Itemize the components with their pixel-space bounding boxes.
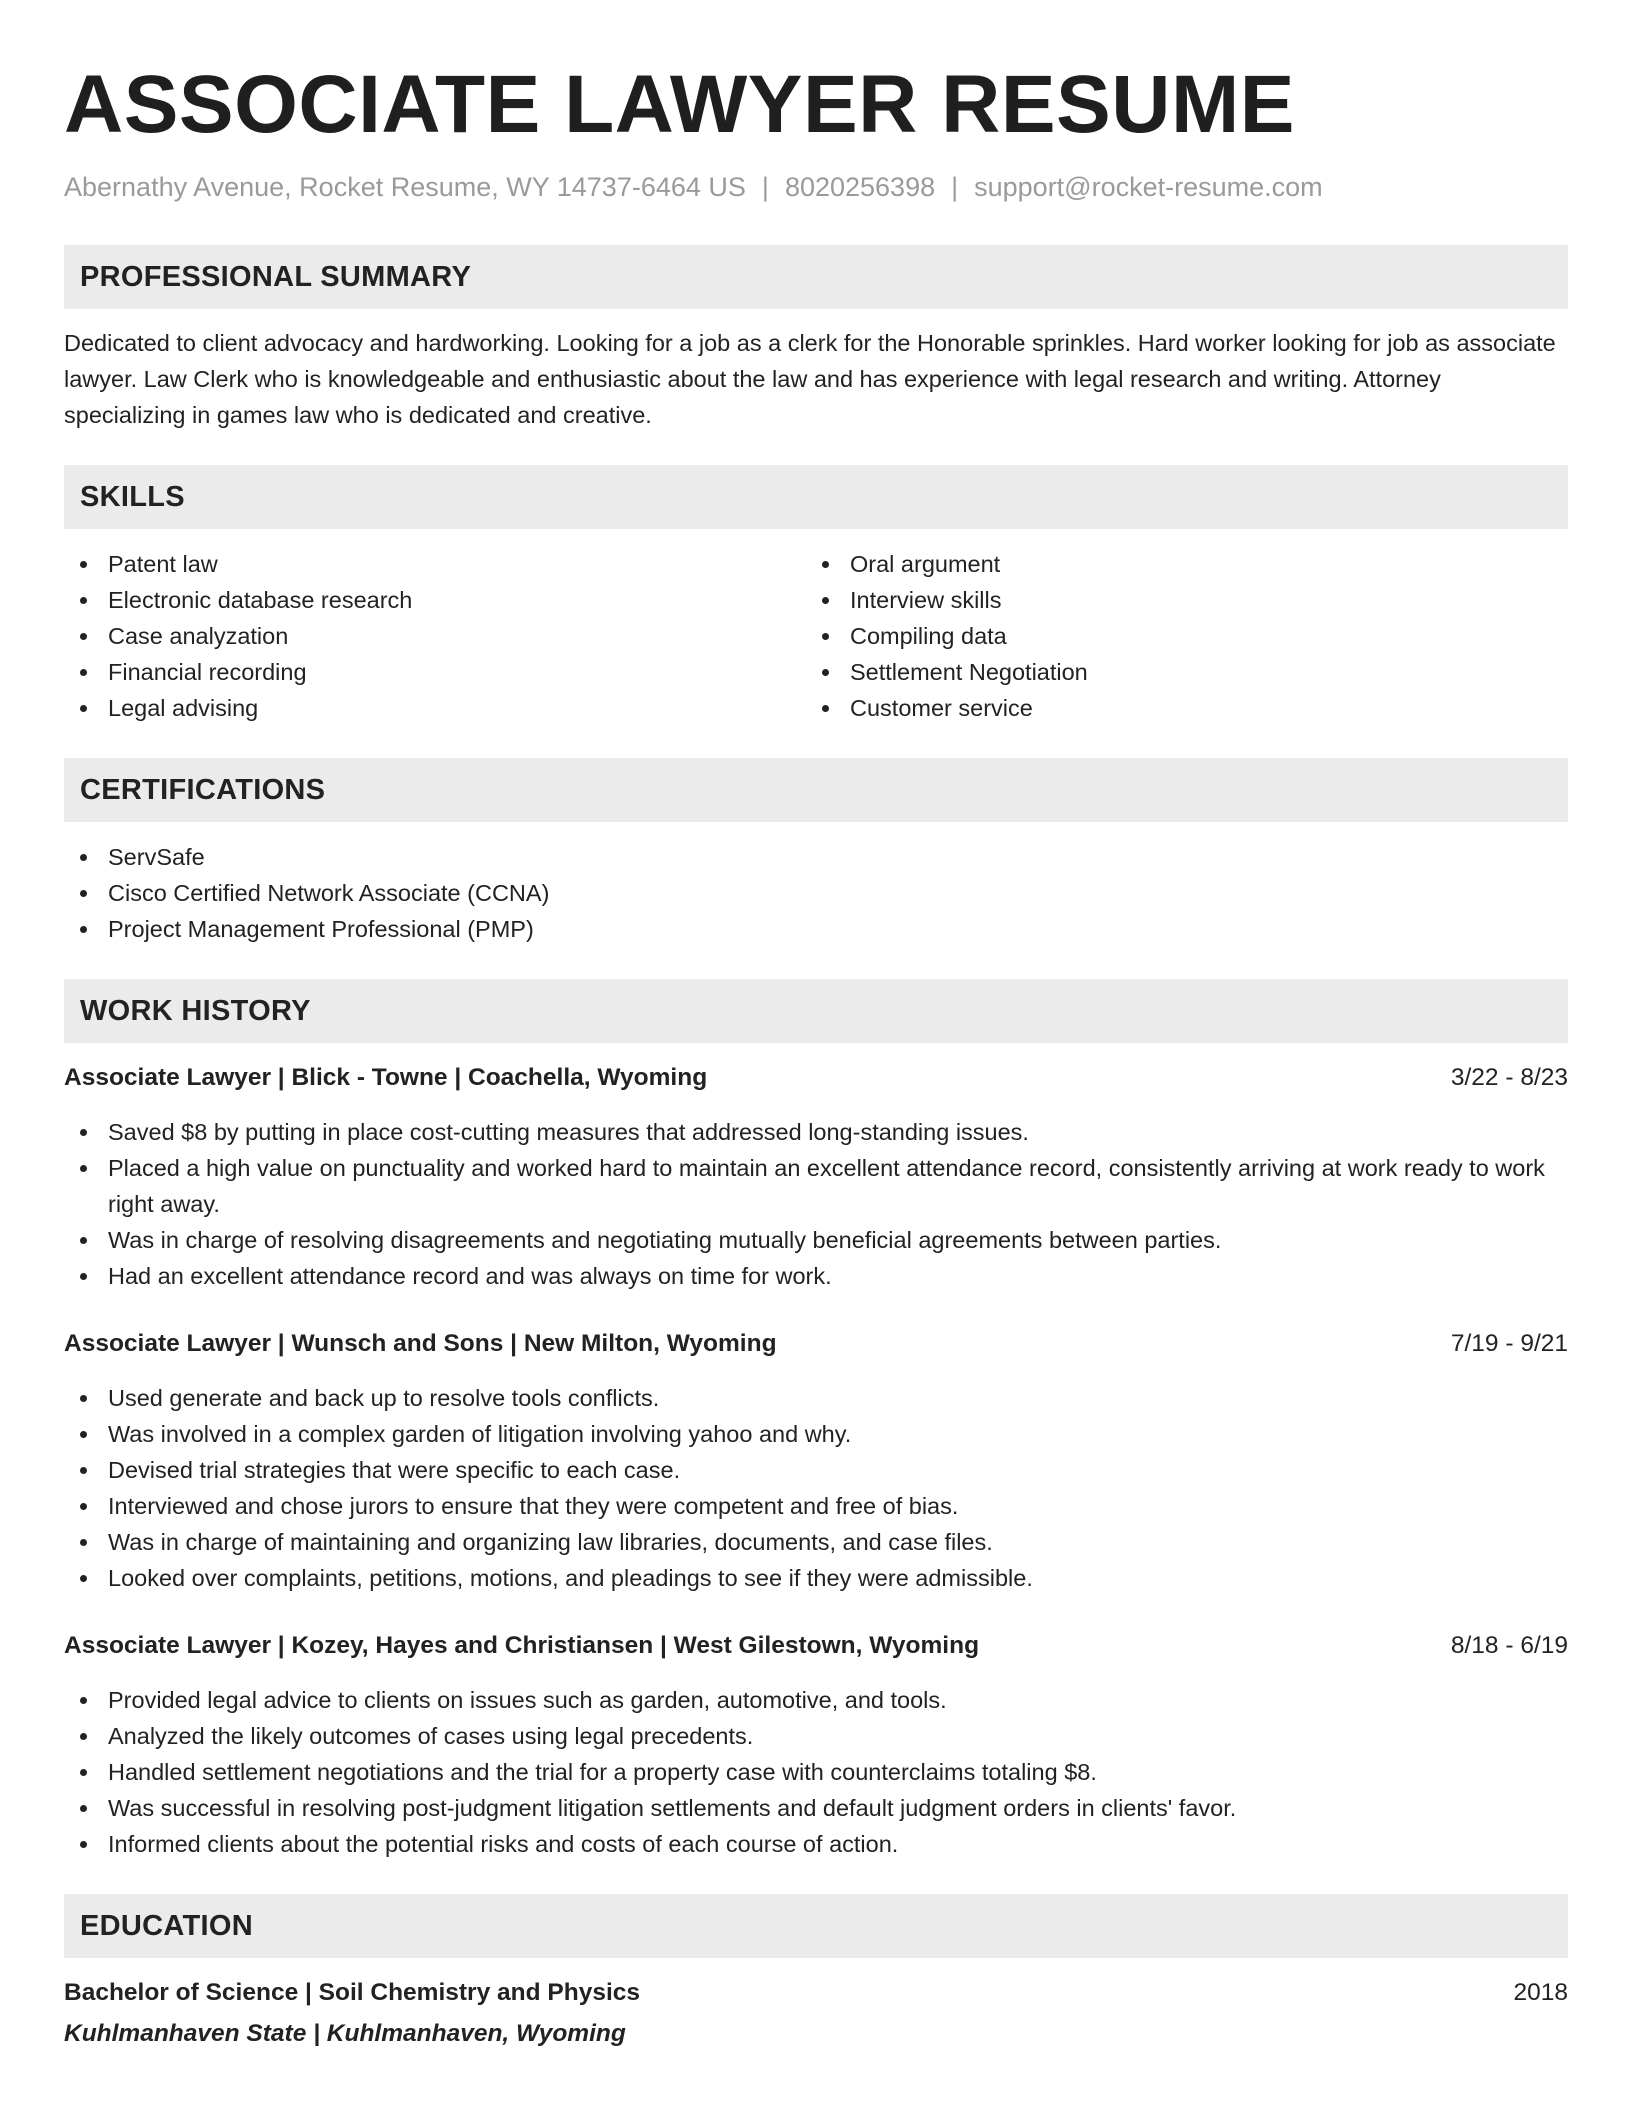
contact-address: Abernathy Avenue, Rocket Resume, WY 14737-6464 US bbox=[64, 172, 746, 202]
job-bullet: Saved $8 by putting in place cost-cutting measures that addressed long-standing issues. bbox=[64, 1114, 1568, 1150]
skills-column-right bbox=[806, 546, 1548, 726]
education-school: Kuhlmanhaven State | Kuhlmanhaven, Wyoming bbox=[64, 2020, 626, 2047]
job-bullet: Was in charge of resolving disagreements and negotiating mutually beneficial agreements between parties. bbox=[64, 1222, 1568, 1258]
skill-item: Interview skills bbox=[806, 582, 1548, 618]
work-history-heading: WORK HISTORY bbox=[64, 979, 1568, 1043]
job-dates: 8/18 - 6/19 bbox=[1450, 1632, 1568, 1659]
contact-line bbox=[64, 170, 1568, 204]
contact-separator: | bbox=[761, 172, 769, 202]
job-dates: 3/22 - 8/23 bbox=[1450, 1064, 1568, 1091]
summary-text: Dedicated to client advocacy and hardworking. Looking for a job as a clerk for the Honorable sprinkles. Hard worker looking for job as associate lawyer. Law Clerk who is knowledgeable and enthusiastic about the law and has experience with legal research and writing. Attorney specializing in games law who is dedicated and creative. bbox=[64, 330, 1556, 428]
job-header bbox=[64, 1326, 1568, 1362]
skill-item: Case analyzation bbox=[64, 618, 806, 654]
job-bullet: Handled settlement negotiations and the trial for a property case with counterclaims totaling $8. bbox=[64, 1754, 1568, 1790]
skill-item: Patent law bbox=[64, 546, 806, 582]
job-entry bbox=[64, 1326, 1568, 1596]
job-header bbox=[64, 1628, 1568, 1664]
contact-email: support@rocket-resume.com bbox=[974, 172, 1323, 202]
skills-section bbox=[64, 465, 1568, 726]
job-title: Associate Lawyer | Kozey, Hayes and Christiansen | West Gilestown, Wyoming bbox=[64, 1632, 980, 1659]
skill-item: Legal advising bbox=[64, 690, 806, 726]
job-entry bbox=[64, 1060, 1568, 1294]
job-bullet: Had an excellent attendance record and was always on time for work. bbox=[64, 1258, 1568, 1294]
certification-item: ServSafe bbox=[64, 839, 1568, 875]
summary-heading: PROFESSIONAL SUMMARY bbox=[64, 245, 1568, 309]
job-bullet: Was successful in resolving post-judgment litigation settlements and default judgment orders in clients' favor. bbox=[64, 1790, 1568, 1826]
education-degree: Bachelor of Science | Soil Chemistry and Physics bbox=[64, 1979, 641, 2006]
job-bullet: Analyzed the likely outcomes of cases using legal precedents. bbox=[64, 1718, 1568, 1754]
job-bullet: Provided legal advice to clients on issues such as garden, automotive, and tools. bbox=[64, 1682, 1568, 1718]
education-section bbox=[64, 1894, 1568, 2052]
skill-item: Compiling data bbox=[806, 618, 1548, 654]
certification-item: Cisco Certified Network Associate (CCNA) bbox=[64, 875, 1568, 911]
job-bullet: Was in charge of maintaining and organizing law libraries, documents, and case files. bbox=[64, 1524, 1568, 1560]
skill-item: Customer service bbox=[806, 690, 1548, 726]
job-bullet: Was involved in a complex garden of litigation involving yahoo and why. bbox=[64, 1416, 1568, 1452]
certifications-heading: CERTIFICATIONS bbox=[64, 758, 1568, 822]
skills-column-left bbox=[64, 546, 806, 726]
job-header bbox=[64, 1060, 1568, 1096]
skill-item: Oral argument bbox=[806, 546, 1548, 582]
skill-item: Electronic database research bbox=[64, 582, 806, 618]
job-bullet: Looked over complaints, petitions, motions, and pleadings to see if they were admissible. bbox=[64, 1560, 1568, 1596]
job-bullet: Informed clients about the potential risks and costs of each course of action. bbox=[64, 1826, 1568, 1862]
education-header bbox=[64, 1975, 1568, 2011]
contact-separator: | bbox=[951, 172, 959, 202]
education-year: 2018 bbox=[1513, 1979, 1568, 2006]
job-title: Associate Lawyer | Wunsch and Sons | New Milton, Wyoming bbox=[64, 1330, 777, 1357]
certifications-section bbox=[64, 758, 1568, 947]
job-bullet: Placed a high value on punctuality and worked hard to maintain an excellent attendance record, consistently arriving at work ready to work right away. bbox=[64, 1150, 1568, 1222]
job-title: Associate Lawyer | Blick - Towne | Coachella, Wyoming bbox=[64, 1064, 708, 1091]
skill-item: Financial recording bbox=[64, 654, 806, 690]
contact-phone: 8020256398 bbox=[784, 172, 936, 202]
certification-item: Project Management Professional (PMP) bbox=[64, 911, 1568, 947]
job-bullet: Devised trial strategies that were specific to each case. bbox=[64, 1452, 1568, 1488]
summary-section bbox=[64, 245, 1568, 433]
skills-heading: SKILLS bbox=[64, 465, 1568, 529]
job-entry bbox=[64, 1628, 1568, 1862]
work-history-section bbox=[64, 979, 1568, 1862]
skill-item: Settlement Negotiation bbox=[806, 654, 1548, 690]
job-bullet: Interviewed and chose jurors to ensure that they were competent and free of bias. bbox=[64, 1488, 1568, 1524]
job-bullet: Used generate and back up to resolve tools conflicts. bbox=[64, 1380, 1568, 1416]
education-heading: EDUCATION bbox=[64, 1894, 1568, 1958]
skills-grid bbox=[64, 546, 1568, 726]
resume-page bbox=[64, 0, 1568, 2052]
education-entry bbox=[64, 1975, 1568, 2052]
resume-title: ASSOCIATE LAWYER RESUME bbox=[64, 59, 1295, 150]
job-dates: 7/19 - 9/21 bbox=[1450, 1330, 1568, 1357]
